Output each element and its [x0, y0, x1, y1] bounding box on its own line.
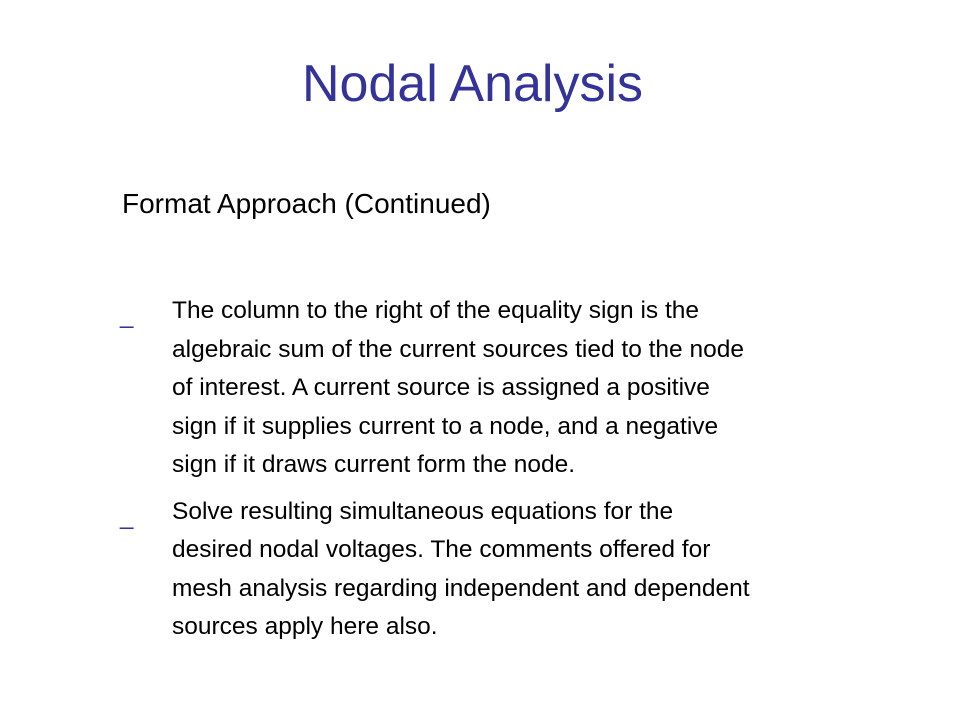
bullet-text-line: sign if it draws current form the node. — [172, 451, 576, 478]
bullet-text-line: Solve resulting simultaneous equations for the — [172, 497, 674, 525]
slide-title: Nodal Analysis — [301, 55, 644, 113]
bullet-item-column-sum — [120, 292, 940, 485]
bullet-text-line: algebraic sum of the current sources tied to the node — [172, 335, 744, 363]
bullet-text-line: mesh analysis regarding independent and dependent — [172, 574, 750, 602]
bullet-text-line: The column to the right of the equality sign is the — [172, 297, 700, 324]
bullet-marker: _ — [120, 502, 134, 530]
bullet-text-line: of interest. A current source is assigned a positive — [172, 374, 710, 401]
bullet-item-solve-equations — [120, 493, 940, 647]
bullet-list — [120, 292, 940, 655]
bullet-text-line: desired nodal voltages. The comments offered for — [172, 536, 711, 563]
bullet-text-line: sign if it supplies current to a node, and a negative — [172, 412, 719, 440]
bullet-marker: _ — [120, 302, 134, 329]
bullet-text-line: sources apply here also. — [172, 613, 438, 640]
slide-subtitle: Format Approach (Continued) — [122, 188, 491, 219]
